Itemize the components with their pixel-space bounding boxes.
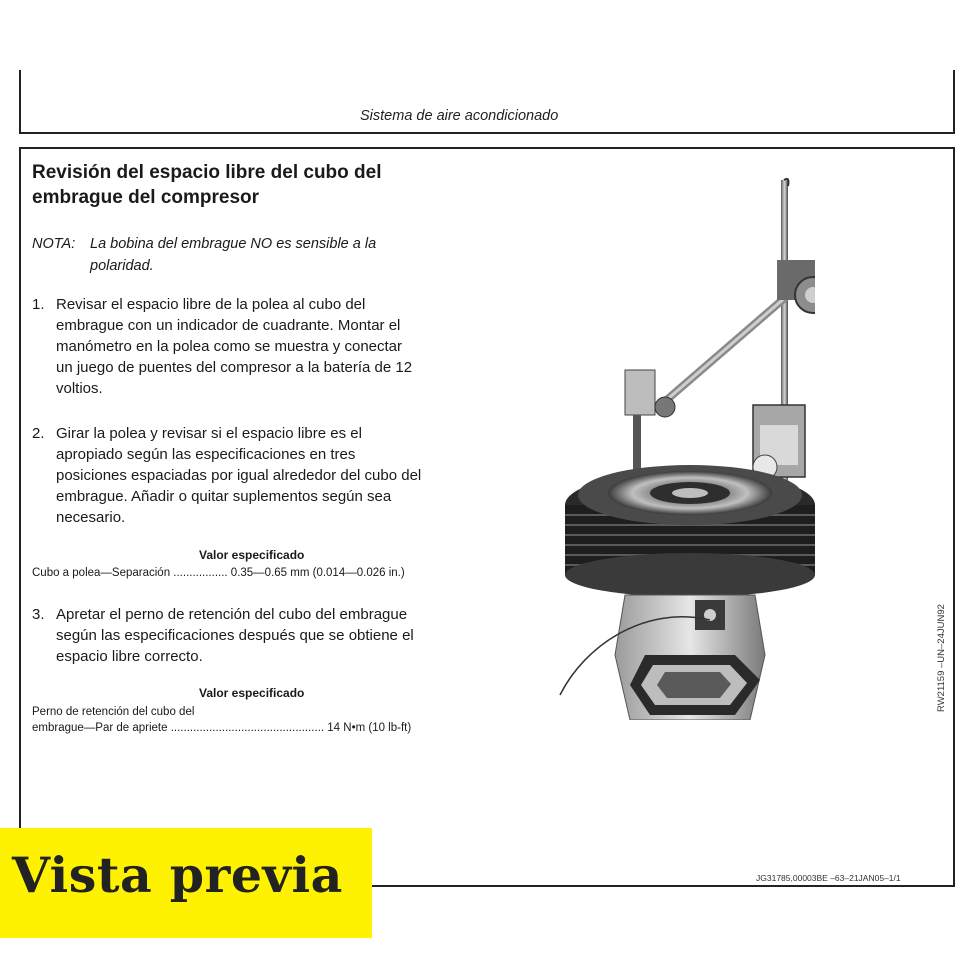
spec-heading-2: Valor especificado	[199, 686, 305, 700]
step-1-line-1: Revisar el espacio libre de la polea al cubo del	[56, 296, 366, 313]
step-3	[32, 604, 492, 667]
step-2-line-3: posiciones espaciadas por igual alrededor del cubo del	[56, 467, 422, 484]
step-1-line-4: un juego de puentes del compresor a la batería de 12	[56, 359, 413, 376]
spec-row-torque-2: embrague—Par de apriete ................................................ 14 N•m (10 lb-ft)	[32, 722, 412, 734]
doc-code: JG31785,00003BE –63–21JAN05–1/1	[756, 873, 901, 883]
preview-label: Vista previa	[12, 846, 343, 904]
compressor-dial-indicator-photo	[555, 175, 815, 720]
spec-row-torque-1: Perno de retención del cubo del	[32, 706, 195, 718]
step-2-line-4: embrague. Añadir o quitar suplementos según sea	[56, 488, 392, 505]
spec-row-clearance: Cubo a polea—Separación ................. 0.35—0.65 mm (0.014—0.026 in.)	[32, 567, 405, 579]
note-line-2: polaridad.	[90, 258, 154, 274]
header-frame	[19, 70, 955, 134]
note-line-1: La bobina del embrague NO es sensible a la	[90, 236, 377, 252]
step-3-line-3: espacio libre correcto.	[56, 648, 203, 665]
step-1-line-5: voltios.	[56, 380, 103, 397]
step-2-line-1: Girar la polea y revisar si el espacio libre es el	[56, 425, 362, 442]
page-title-line-1: Revisión del espacio libre del cubo del	[32, 162, 382, 183]
preview-banner	[0, 828, 372, 938]
step-3-line-1: Apretar el perno de retención del cubo del embrague	[56, 606, 408, 623]
step-1-line-3: manómetro en la polea como se muestra y conectar	[56, 338, 403, 355]
step-number: 1.	[32, 296, 45, 313]
page-title-line-2: embrague del compresor	[32, 187, 260, 208]
page-title	[32, 160, 472, 210]
step-2-line-2: apropiado según las especificaciones en tres	[56, 446, 356, 463]
step-3-line-2: según las especificaciones después que se obtiene el	[56, 627, 414, 644]
section-title: Sistema de aire acondicionado	[360, 108, 559, 124]
step-2	[32, 423, 492, 528]
step-number: 2.	[32, 425, 45, 442]
photo-id: RW21159 –UN–24JUN92	[936, 604, 947, 712]
spec-heading-1: Valor especificado	[199, 548, 305, 562]
step-number: 3.	[32, 606, 45, 623]
step-2-line-5: necesario.	[56, 509, 126, 526]
step-1	[32, 294, 492, 399]
step-1-line-2: embrague con un indicador de cuadrante. Montar el	[56, 317, 401, 334]
note	[32, 233, 472, 277]
note-label: NOTA:	[32, 236, 76, 252]
